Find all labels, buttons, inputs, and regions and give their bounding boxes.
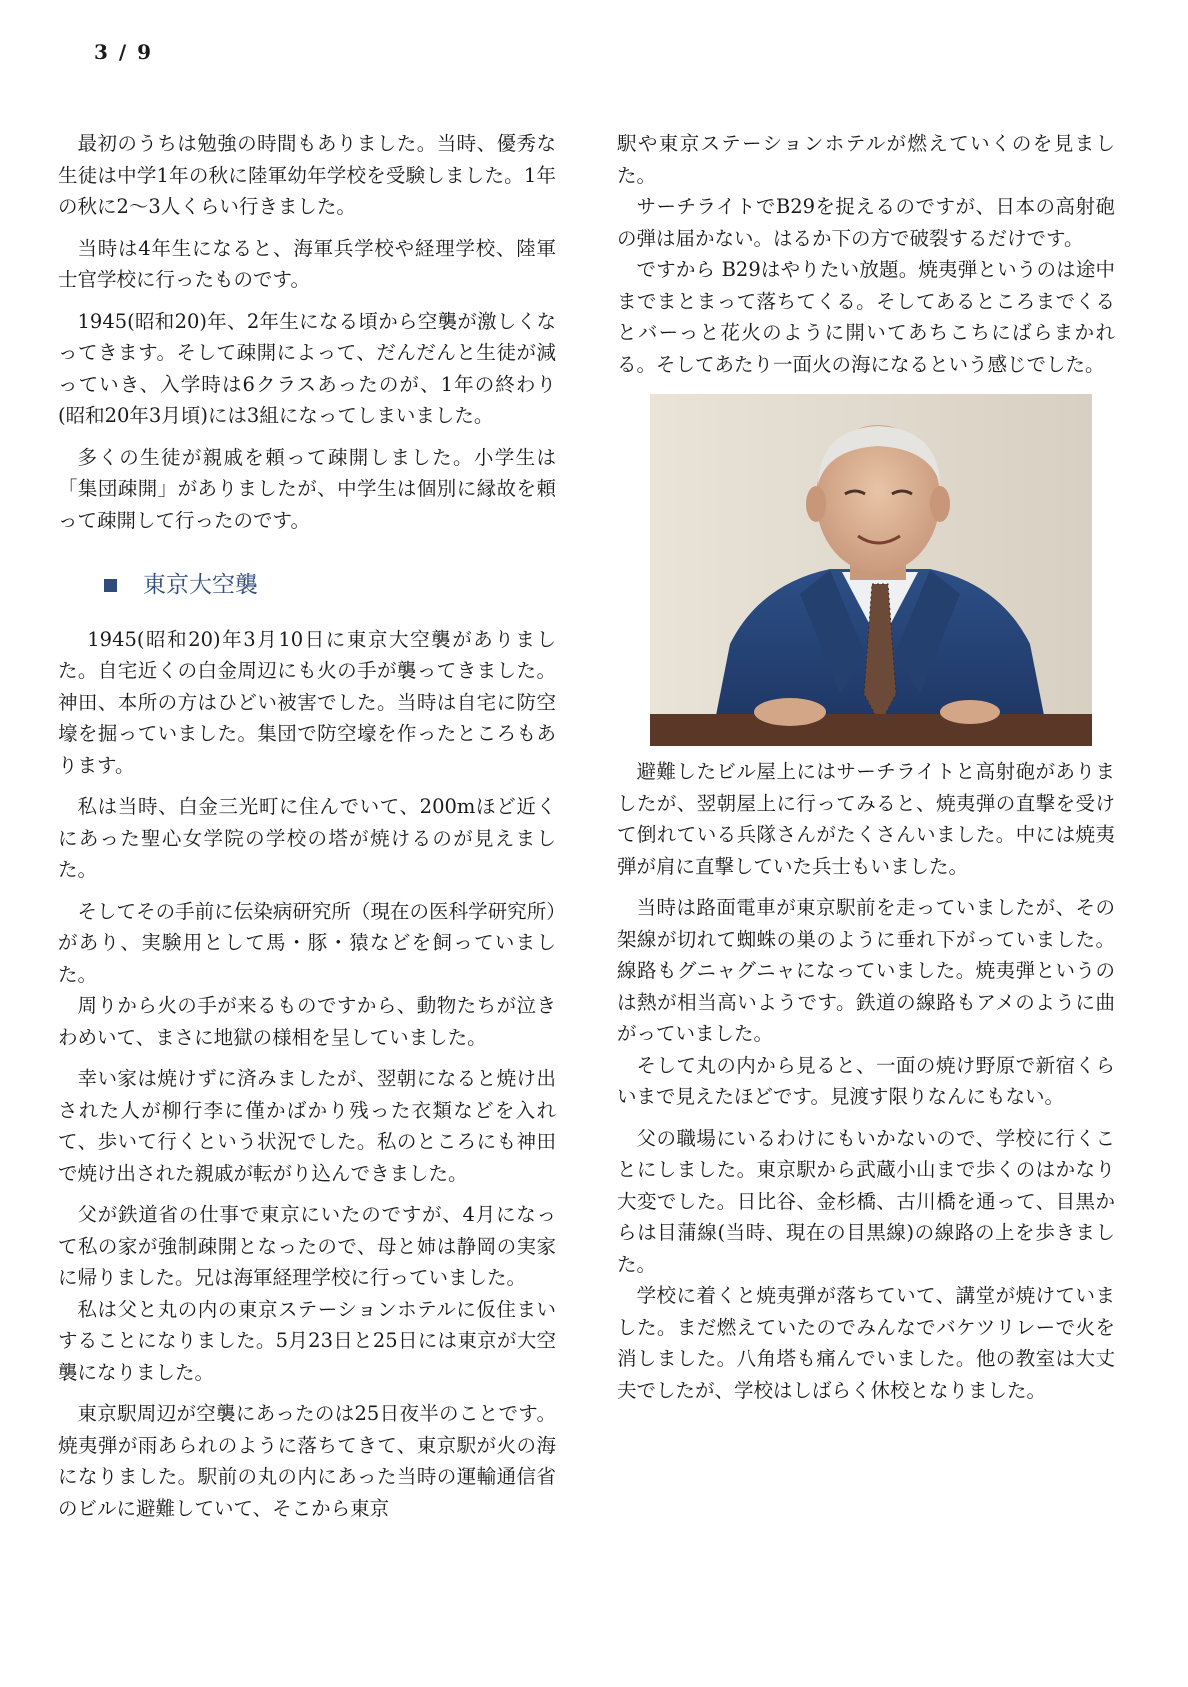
- square-bullet-icon: [104, 579, 117, 592]
- paragraph: 父の職場にいるわけにもいかないので、学校に行くことにしました。東京駅から武蔵小山まで歩くのはかなり大変でした。日比谷、金杉橋、古川橋を通って、目黒からは目蒲線(当時、現在の目黒線)の線路の上を歩きました。: [617, 1126, 1115, 1276]
- paragraph: 避難したビル屋上にはサーチライトと高射砲がありましたが、翌朝屋上に行ってみると、焼夷弾の直撃を受けて倒れている兵隊さんがたくさんいました。中には焼夷弾が肩に直撃していた兵士もいました。: [617, 760, 1115, 878]
- paragraph: ですから B29はやりたい放題。焼夷弾というのは途中までまとまって落ちてくる。そしてあるところまでくるとバーっと花火のように開いてあちこちにばらまかれる。そしてあたり一面火の海になるという感じでした。: [617, 258, 1115, 376]
- paragraph: 私は父と丸の内の東京ステーションホテルに仮住まいすることになりました。5月23日と25日には東京が大空襲になりました。: [58, 1297, 556, 1384]
- paragraph: 多くの生徒が親戚を頼って疎開しました。小学生は「集団疎開」がありましたが、中学生は個別に縁故を頼って疎開して行ったのです。: [58, 445, 556, 532]
- paragraph: 周りから火の手が来るものですから、動物たちが泣きわめいて、まさに地獄の様相を呈していました。: [58, 994, 556, 1049]
- paragraph: 駅や東京ステーションホテルが燃えていくのを見ました。: [617, 132, 1115, 187]
- section-heading-text: 東京大空襲: [143, 572, 258, 598]
- paragraph: そしてその手前に伝染病研究所（現在の医科学研究所）があり、実験用として馬・豚・猿などを飼っていました。: [58, 899, 556, 986]
- paragraph: 1945(昭和20)年、2年生になる頃から空襲が激しくなってきます。そして疎開によって、だんだんと生徒が減っていき、入学時は6クラスあったのが、1年の終わり(昭和20年3月頃)には3組になってしまいました。: [58, 309, 556, 427]
- paragraph: 東京駅周辺が空襲にあったのは25日夜半のことです。焼夷弾が雨あられのように落ちてきて、東京駅が火の海になりました。駅前の丸の内にあった当時の運輸通信省のビルに避難していて、そこから東京: [58, 1402, 556, 1520]
- section-heading: [104, 570, 556, 602]
- paragraph: 父が鉄道省の仕事で東京にいたのですが、4月になって私の家が強制疎開となったので、母と姉は静岡の実家に帰りました。兄は海軍経理学校に行っていました。: [58, 1203, 556, 1289]
- paragraph: 当時は4年生になると、海軍兵学校や経理学校、陸軍士官学校に行ったものです。: [58, 236, 556, 291]
- page-number: 3 / 9: [94, 40, 154, 64]
- paragraph: 幸い家は焼けずに済みましたが、翌朝になると焼け出された人が柳行李に僅かばかり残った衣類などを入れて、歩いて行くという状況でした。私のところにも神田で焼け出された親戚が転がり込んできました。: [58, 1067, 556, 1185]
- paragraph: 最初のうちは勉強の時間もありました。当時、優秀な生徒は中学1年の秋に陸軍幼年学校を受験しました。1年の秋に2〜3人くらい行きました。: [58, 132, 556, 218]
- paragraph: 私は当時、白金三光町に住んでいて、200mほど近くにあった聖心女学院の学校の塔が焼けるのが見えました。: [58, 795, 556, 881]
- paragraph: 1945(昭和20)年3月10日に東京大空襲がありました。自宅近くの白金周辺にも火の手が襲ってきました。神田、本所の方はひどい被害でした。当時は自宅に防空壕を掘っていました。集団で防空壕を作ったところもあります。: [58, 627, 556, 777]
- left-column: [58, 128, 556, 1534]
- paragraph: 学校に着くと焼夷弾が落ちていて、講堂が焼けていました。まだ燃えていたのでみんなでバケツリレーで火を消しました。八角塔も痛んでいました。他の教室は大丈夫でしたが、学校はしばらく休校となりました。: [617, 1284, 1115, 1402]
- right-column: [617, 128, 1115, 1416]
- paragraph: サーチライトでB29を捉えるのですが、日本の高射砲の弾は届かない。はるか下の方で破裂するだけです。: [617, 195, 1115, 250]
- paragraph: 当時は路面電車が東京駅前を走っていましたが、その架線が切れて蜘蛛の巣のように垂れ下がっていました。線路もグニャグニャになっていました。焼夷弾というのは熱が相当高いようです。鉄道の線路もアメのように曲がっていました。: [617, 896, 1115, 1045]
- portrait-photo: [650, 394, 1092, 746]
- paragraph: そして丸の内から見ると、一面の焼け野原で新宿くらいまで見えたほどです。見渡す限りなんにもない。: [617, 1053, 1115, 1108]
